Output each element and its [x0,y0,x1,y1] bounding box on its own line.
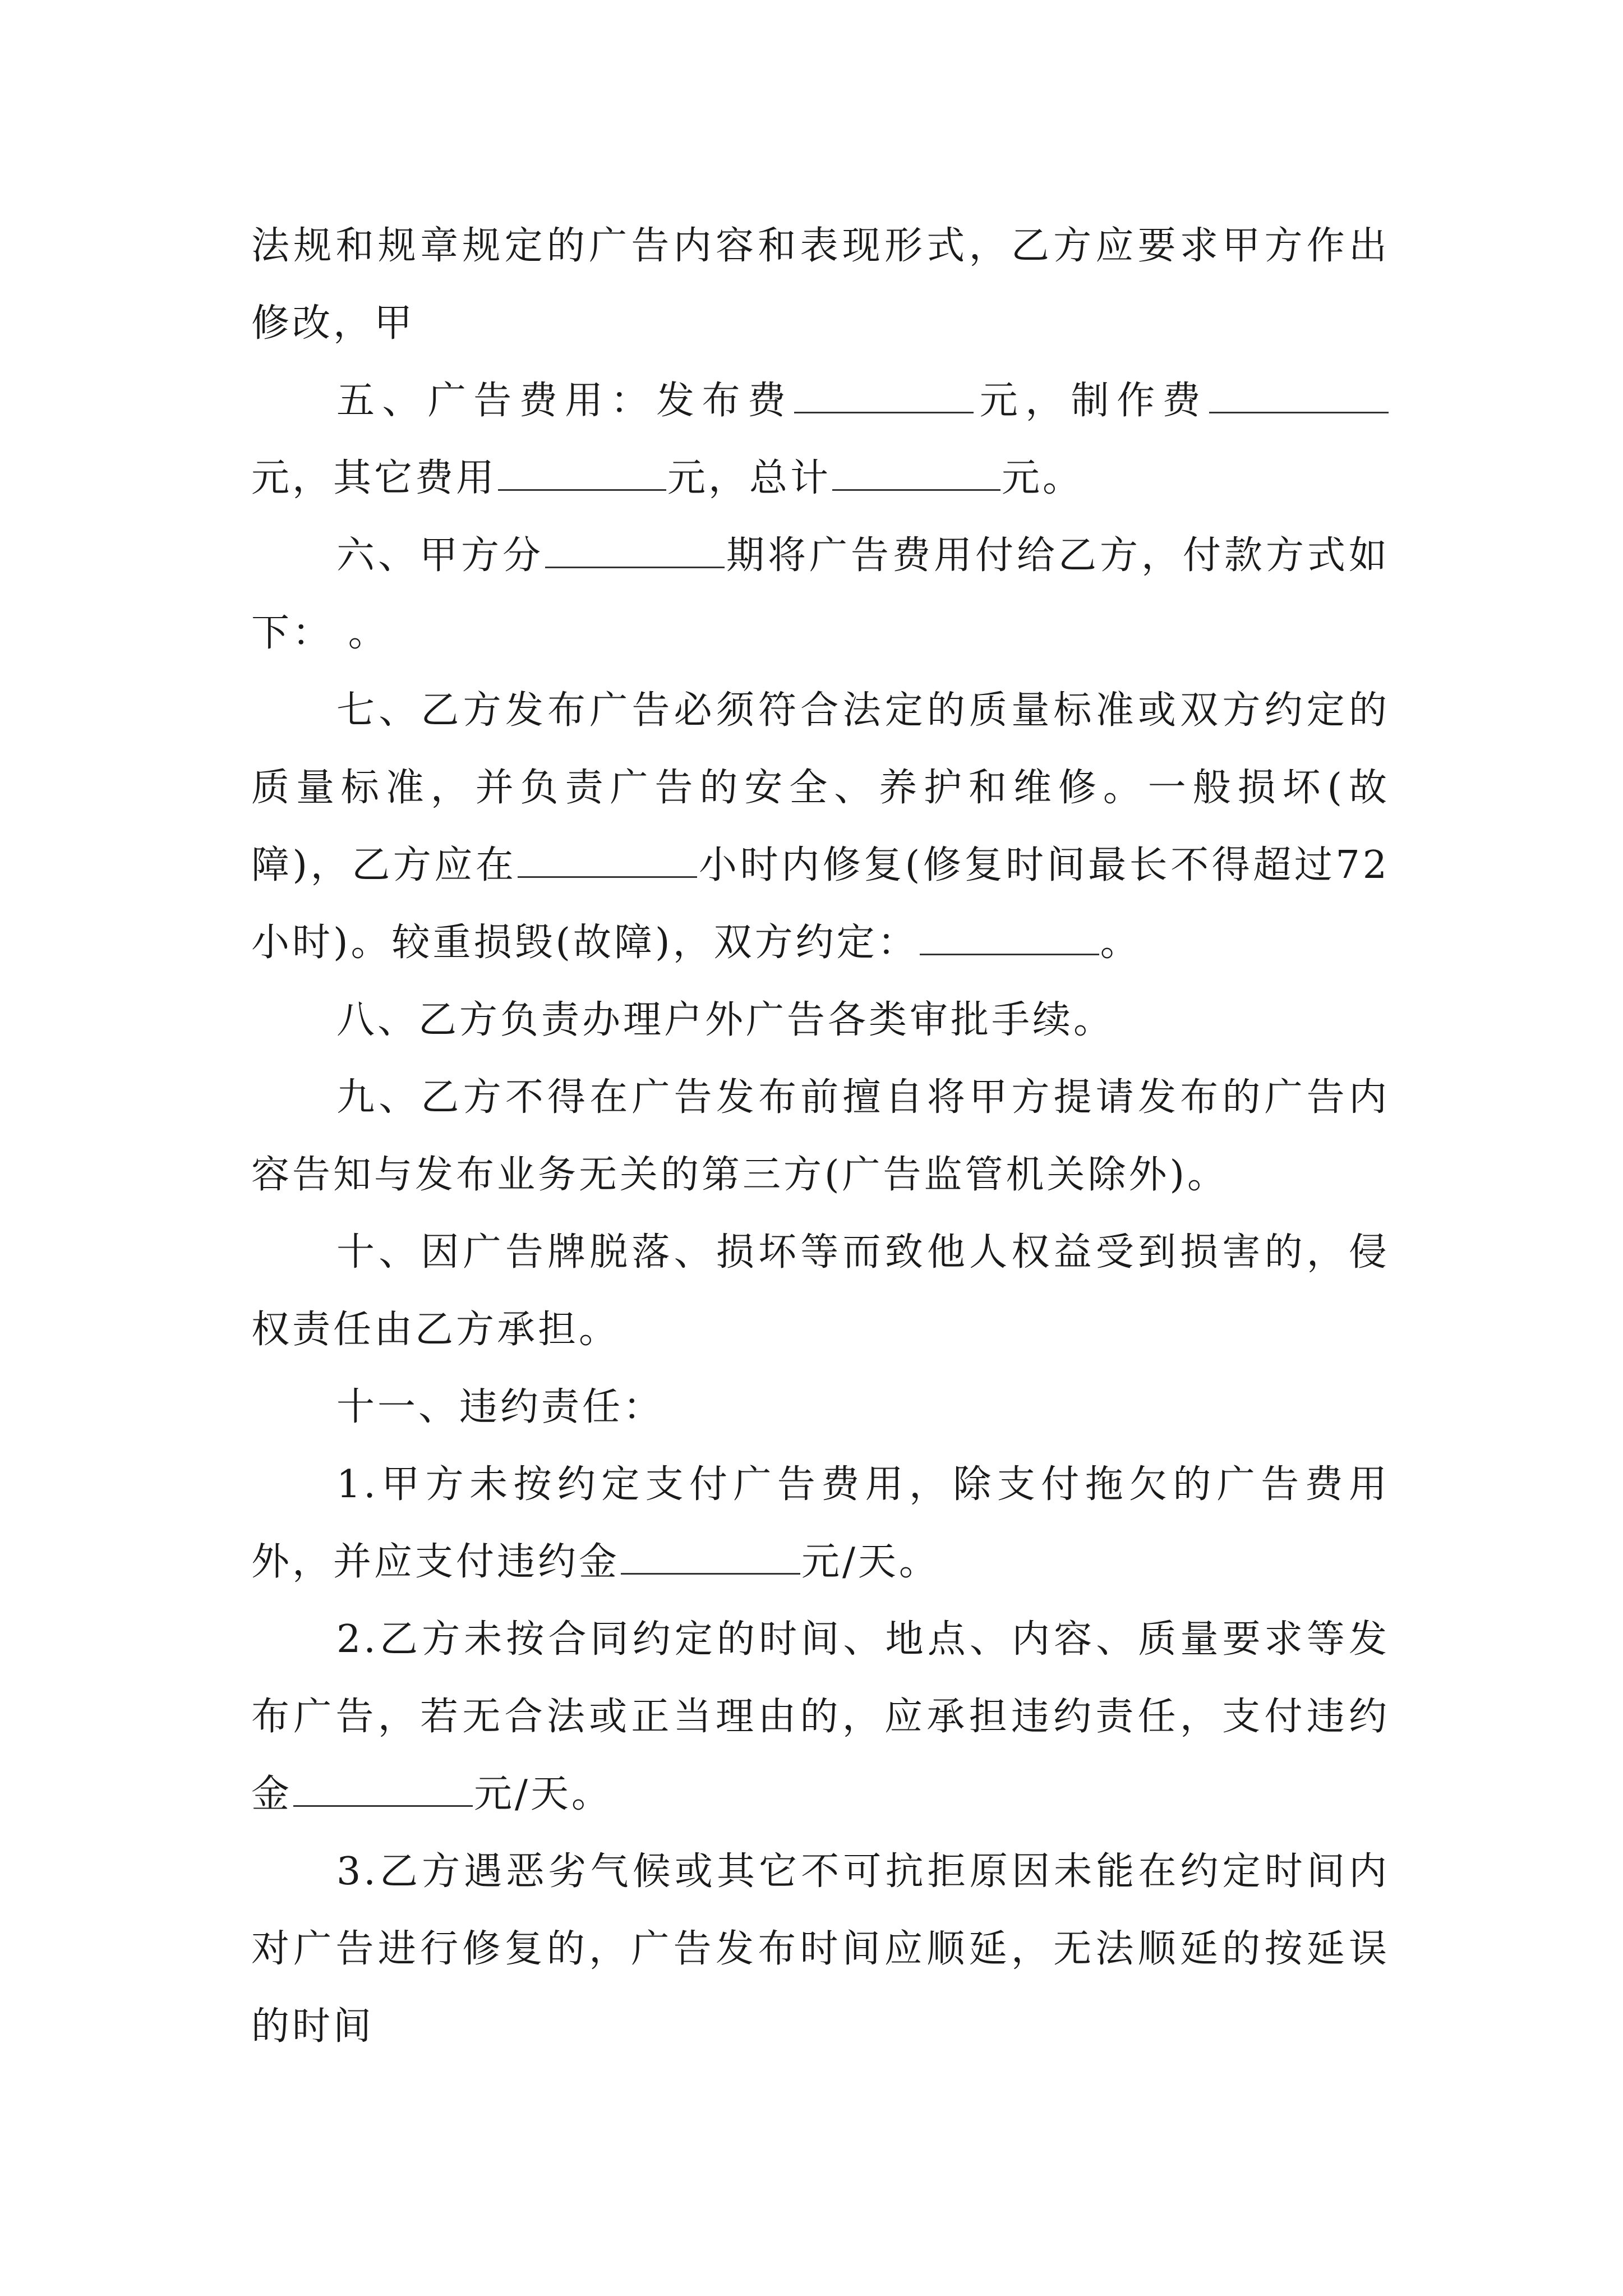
text-run: 五、广告费用：发布费 [336,379,794,423]
fill-blank-other-fee[interactable] [498,455,666,491]
text-run: 3.乙方遇恶劣气候或其它不可抗拒原因未能在约定时间内对广告进行修复的，广告发布时间应顺延，无法顺延的按延误的时间 [251,1849,1390,2049]
fill-blank-publish-fee[interactable] [794,378,974,413]
paragraph-payment-terms [251,517,1390,672]
fill-blank-penalty-party-a[interactable] [621,1539,800,1575]
fill-blank-severe-damage-terms[interactable] [920,920,1099,955]
paragraph-breach-2 [251,1601,1390,1833]
text-run: 八、乙方负责办理户外广告各类审批手续。 [336,998,1115,1042]
fill-blank-repair-hours[interactable] [518,843,697,878]
paragraph-approval [251,982,1390,1059]
text-run: 九、乙方不得在广告发布前擅自将甲方提请发布的广告内容告知与发布业务无关的第三方(广告监管机关除外)。 [251,1075,1390,1197]
text-run: 六、甲方分 [336,533,544,578]
text-run: 元，其它费用 [251,456,497,500]
text-run: 元/天。 [474,1772,612,1816]
text-run: 期将广告费用付给乙方，付款方式如下： 。 [251,533,1390,655]
text-run: 元/天。 [801,1540,940,1584]
fill-blank-installments[interactable] [545,533,725,568]
paragraph-liability [251,1214,1390,1369]
text-run: 七、乙方发布广告必须符合法定的质量标准或双方约定的质量标准，并负责广告的安全、养护和维修。一般损坏(故障)，乙方应在 [251,688,1390,887]
text-run: 十一、违约责任： [336,1385,665,1429]
text-run: 元，总计 [667,456,832,500]
paragraph-continuation [251,208,1390,362]
paragraph-quality-standard [251,672,1390,982]
paragraph-breach-heading [251,1369,1390,1446]
paragraph-ad-fees [251,362,1390,517]
text-run: 元。 [1002,456,1084,500]
paragraph-breach-3 [251,1833,1390,2065]
text-run: 法规和规章规定的广告内容和表现形式，乙方应要求甲方作出修改，甲 [251,224,1390,346]
paragraph-breach-1 [251,1446,1390,1601]
text-run: 十、因广告牌脱落、损坏等而致他人权益受到损害的，侵权责任由乙方承担。 [251,1230,1390,1352]
text-run: 1.甲方未按约定支付广告费用，除支付拖欠的广告费用外，并应支付违约金 [251,1462,1390,1584]
fill-blank-production-fee[interactable] [1209,378,1389,413]
text-run: 。 [1100,921,1141,965]
fill-blank-total-fee[interactable] [832,455,1000,491]
text-run: 小时内修复(修复时间最长不得超过72小时)。较重损毁(故障)，双方约定： [251,843,1390,965]
document-page [251,208,1390,2065]
paragraph-confidentiality [251,1059,1390,1214]
fill-blank-penalty-party-b[interactable] [293,1772,473,1807]
text-run: 2.乙方未按合同约定的时间、地点、内容、质量要求等发布广告，若无合法或正当理由的，应承担违约责任，支付违约金 [251,1617,1390,1816]
text-run: 元，制作费 [975,379,1208,423]
